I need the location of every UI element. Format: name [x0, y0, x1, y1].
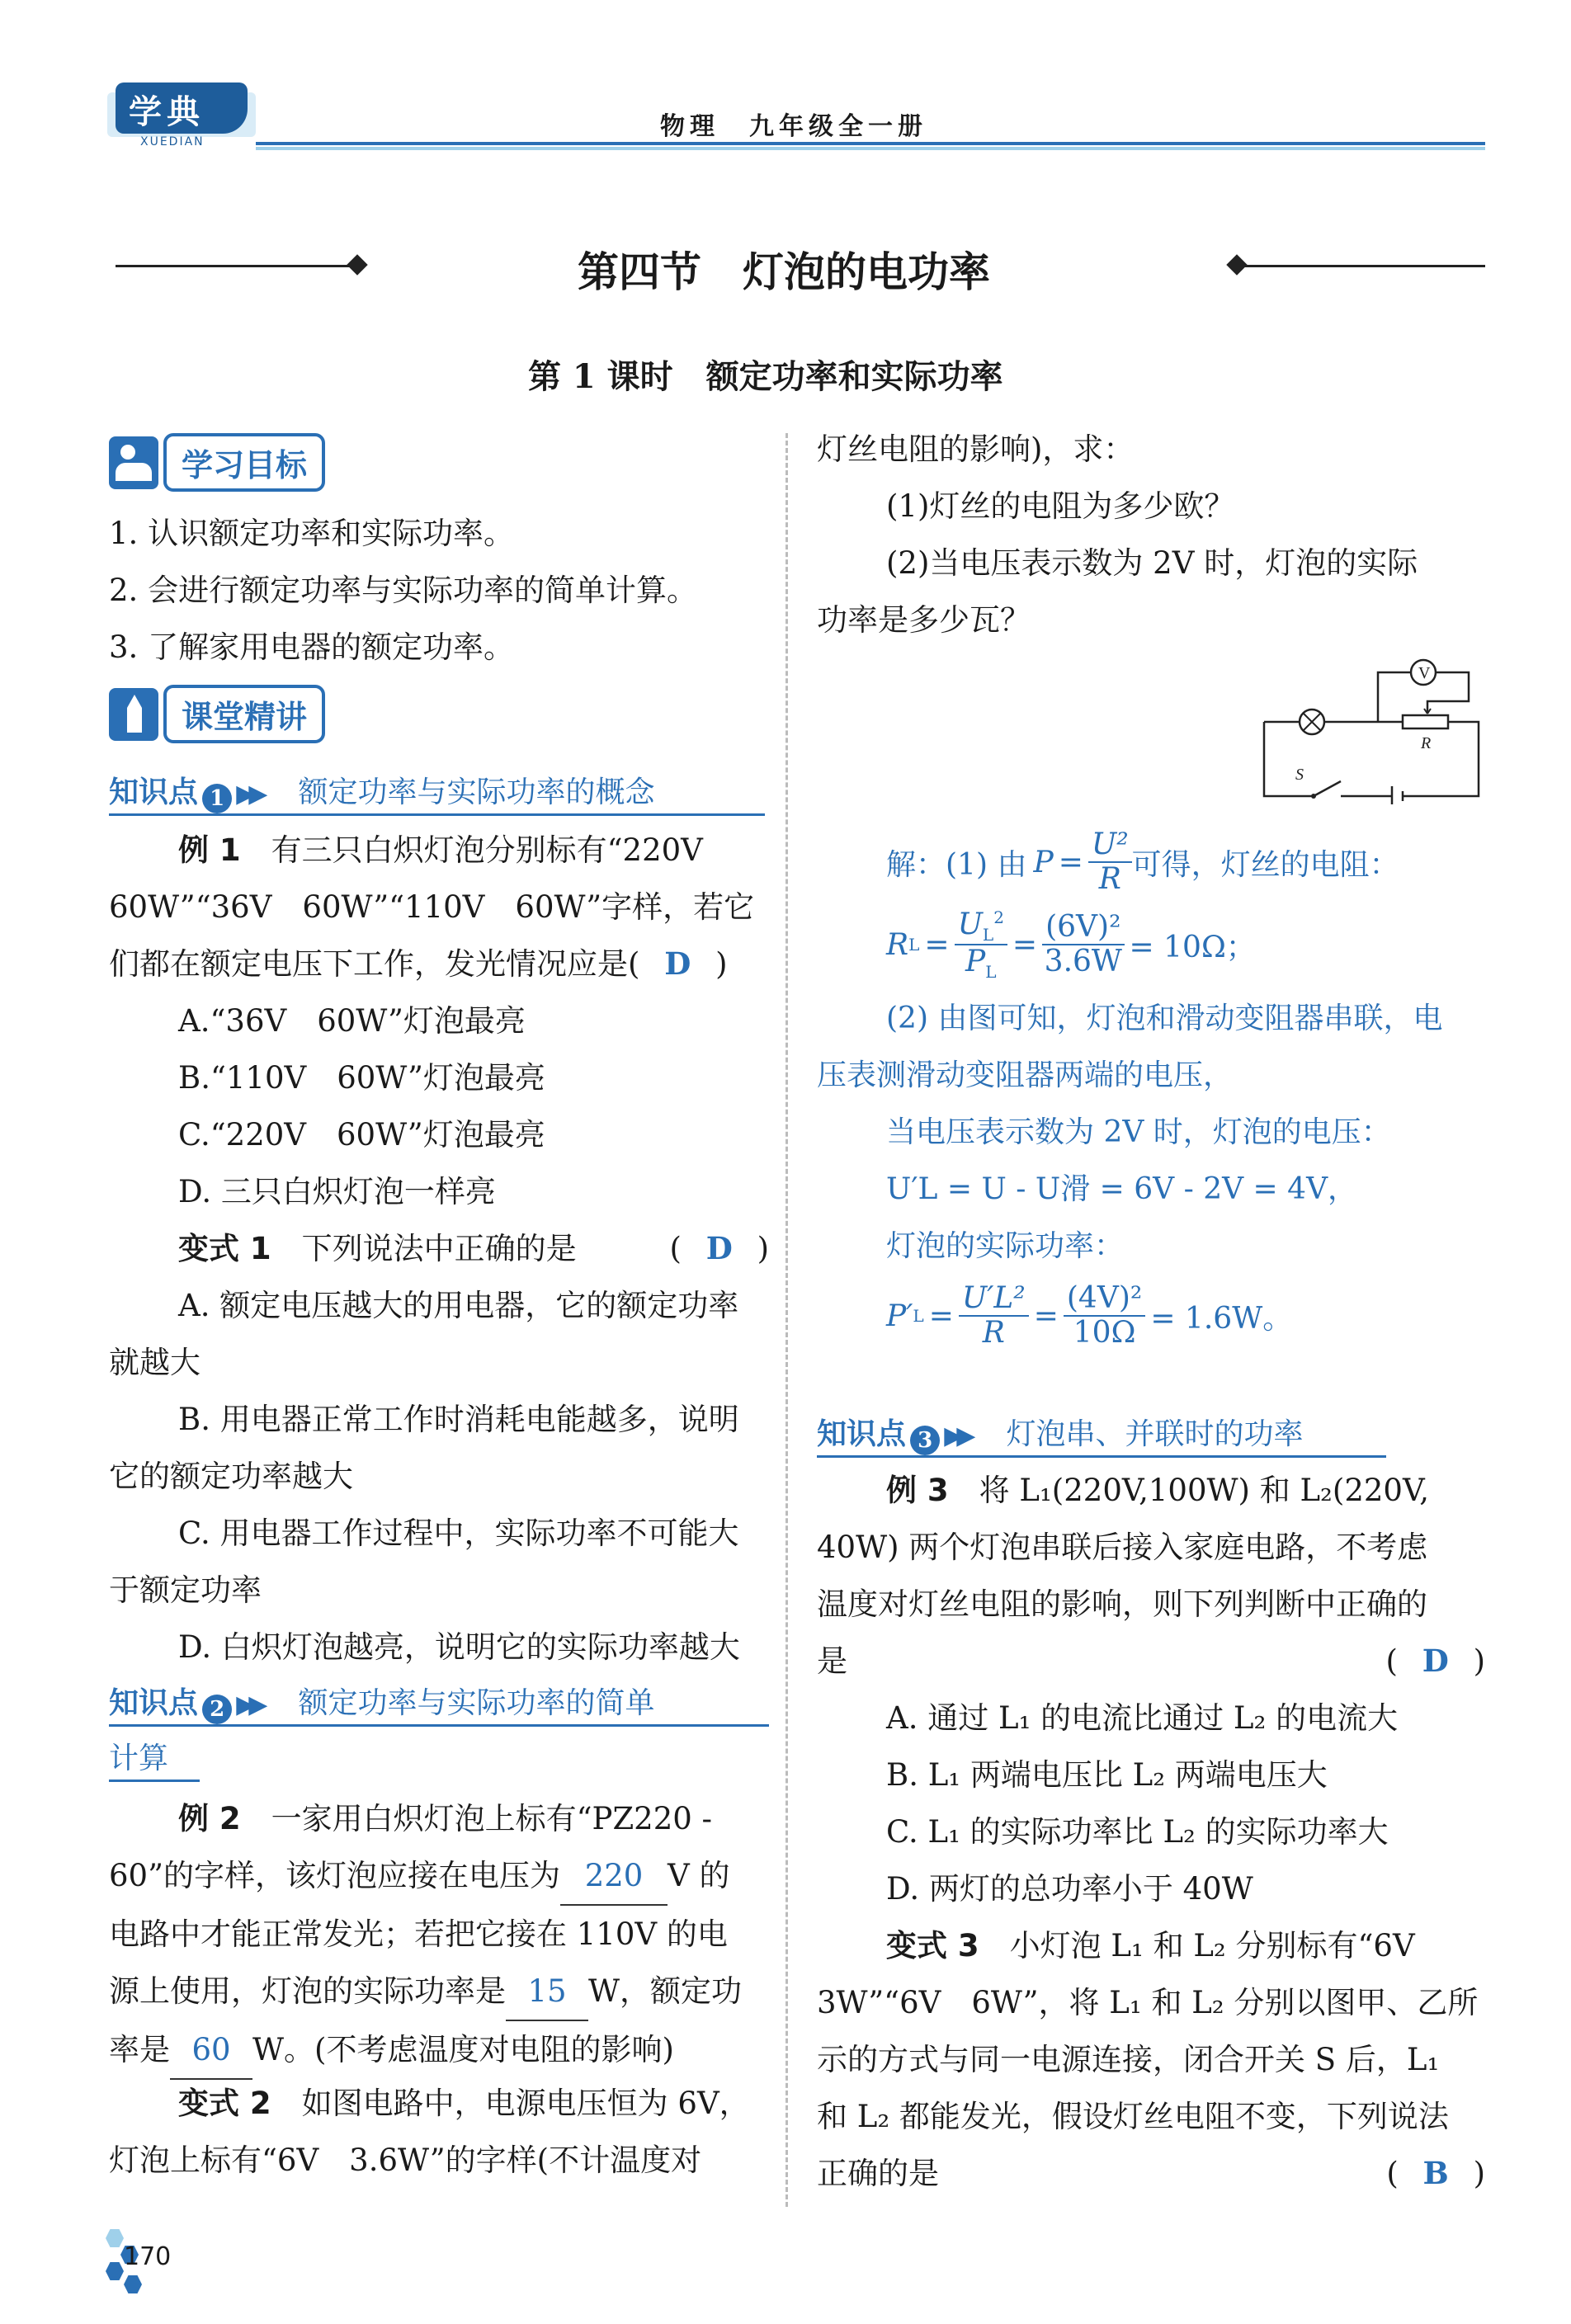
title-rule-right — [1238, 265, 1485, 267]
sol-plp-sub: L — [913, 1306, 924, 1326]
ex3-option-c: C. L₁ 的实际功率比 L₂ 的实际功率大 — [886, 1814, 1389, 1850]
sol-tail1: 可得，灯丝的电阻： — [1131, 847, 1399, 882]
switch-symbol — [1295, 766, 1316, 799]
solution: 解：(1) 由 P = $\frac{\text{U²}}{R}$ 可得，灯丝的电阻： R L = $\frac{U_L^2}{P_L}$ = $\frac{\text{(6V)²}}{3.6W}$ = 10Ω； (2) 由图可知，灯泡和滑动变阻器串联，电 压表测滑动变阻器两端的电压， 当电压表示数为 2V 时，灯泡的电压： U′L = U - U滑 = 6V - 2V = 4V， 灯泡的实际功率： P′ L = $\frac{\text{U′L²}}{R}$ = $\frac{\text{(4V)²}}{10\Omega}$ = 1.6W。 — [817, 825, 1485, 1357]
var2-q1: (1)灯丝的电阻为多少欧？ — [886, 488, 1235, 524]
example-1 — [109, 822, 769, 1220]
var2-line3: 灯丝电阻的影响)，求： — [817, 431, 1135, 467]
var3-open: ( — [1386, 2156, 1399, 2191]
ex1-option-c: C.“220V 60W”灯泡最亮 — [178, 1117, 545, 1153]
var3-tag: 变式 3 — [886, 1928, 979, 1963]
example-3 — [817, 1462, 1485, 1917]
ex1-answer: D — [664, 945, 691, 982]
sol-eq: = — [1058, 845, 1083, 879]
ex2-line4a: 源上使用，灯泡的实际功率是 — [109, 1973, 506, 2009]
sol-formula-fraction — [1088, 828, 1132, 895]
var2-q2a: (2)当电压表示数为 2V 时，灯泡的实际 — [886, 545, 1418, 581]
header-rule — [256, 142, 1485, 145]
classroom-title: 课堂精讲 — [163, 685, 325, 743]
sol-plp: P′ — [886, 1299, 913, 1333]
var1-open: ( — [669, 1231, 682, 1266]
rheostat-symbol — [1403, 709, 1448, 752]
ex1-line1: 有三只白炽灯泡分别标有“220V — [271, 832, 703, 868]
ex3-line1: 将 L₁(220V,100W) 和 L₂(220V, — [979, 1473, 1429, 1508]
variant-2 — [109, 2075, 769, 2189]
sol-pl: P — [965, 945, 986, 978]
variant-1 — [109, 1220, 769, 1676]
ex1-option-a: A.“36V 60W”灯泡最亮 — [178, 1003, 526, 1039]
sol-den1: 3.6W — [1044, 945, 1122, 978]
section-title: 第四节 灯泡的电功率 — [578, 247, 990, 296]
var3-line3: 示的方式与同一电源连接，闭合开关 S 后，L₁ — [817, 2042, 1440, 2077]
sol-pl-sub: L — [985, 962, 997, 983]
var1-stem: 下列说法中正确的是 — [301, 1231, 577, 1266]
double-arrow-icon: ▶▶ — [236, 780, 262, 808]
var2-tag: 变式 2 — [178, 2086, 271, 2121]
variant-3 — [817, 1917, 1485, 2202]
battery-symbol — [1392, 786, 1403, 804]
sol-lead: 解：(1) 由 — [886, 847, 1027, 882]
ex3-line2: 40W) 两个灯泡串联后接入家庭电路，不考虑 — [817, 1530, 1428, 1565]
voltmeter-label: V — [1418, 664, 1431, 682]
sol-r: R — [1098, 862, 1121, 896]
sol-p2e: 灯泡的实际功率： — [886, 1229, 1125, 1263]
column-divider — [786, 433, 788, 2207]
ex3-tag: 例 3 — [886, 1473, 949, 1508]
ex1-line2: 60W”“36V 60W”“110V 60W”字样，若它 — [109, 889, 755, 925]
logo-text: 学典 — [129, 92, 205, 131]
ex1-tag: 例 1 — [178, 832, 241, 868]
learning-goals-title: 学习目标 — [163, 433, 325, 492]
var1-line-4: 它的额定功率越大 — [109, 1459, 353, 1494]
sol-p2c: 当电压表示数为 2V 时，灯泡的电压： — [886, 1115, 1391, 1149]
ex2-line4b: W，额定功 — [588, 1973, 743, 2009]
sol-fraction-4 — [1064, 1282, 1145, 1349]
sol-fraction-2 — [1042, 911, 1124, 978]
kp2-number: 2 — [202, 1695, 232, 1724]
ex3-answer: D — [1422, 1643, 1449, 1679]
lesson-title: 第 1 课时 额定功率和实际功率 — [528, 357, 1003, 396]
ex2-line2a: 60”的字样，该灯泡应接在电压为 — [109, 1858, 560, 1893]
goal-2: 2. 会进行额定功率与实际功率的简单计算。 — [109, 573, 698, 608]
var3-line1: 小灯泡 L₁ 和 L₂ 分别标有“6V — [1009, 1928, 1415, 1963]
ex2-line1: 一家用白炽灯泡上标有“PZ220 - — [271, 1801, 713, 1836]
ex1-close: ) — [715, 946, 728, 982]
var2-line2: 灯泡上标有“6V 3.6W”的字样(不计温度对 — [109, 2143, 702, 2178]
double-arrow-icon: ▶▶ — [944, 1421, 969, 1450]
kp2-title: 额定功率与实际功率的简单 — [298, 1686, 655, 1720]
title-diamond-left — [347, 254, 367, 275]
var2-q2b: 功率是多少瓦？ — [817, 602, 1031, 638]
sol-symbol-p: P — [1033, 845, 1054, 879]
goal-3: 3. 了解家用电器的额定功率。 — [109, 629, 515, 665]
kp3-label: 知识点 — [817, 1417, 907, 1451]
var1-answer: D — [705, 1230, 733, 1266]
var3-close: ) — [1473, 2156, 1485, 2191]
knowledge-point-1 — [109, 769, 765, 816]
ex3-option-a: A. 通过 L₁ 的电流比通过 L₂ 的电流大 — [886, 1700, 1399, 1736]
rheostat-label: R — [1421, 734, 1432, 752]
sol-u2: U² — [1088, 828, 1132, 863]
sol-num2b: (4V)² — [1064, 1282, 1145, 1317]
logo-subtext: XUEDIAN — [140, 135, 205, 148]
ex1-option-b: B.“110V 60W”灯泡最亮 — [178, 1060, 545, 1096]
sol-p2a: (2) 由图可知，灯泡和滑动变阻器串联，电 — [886, 1002, 1443, 1035]
header-rule-light — [256, 147, 1485, 150]
ex2-line3: 电路中才能正常发光；若把它接在 110V 的电 — [109, 1916, 728, 1952]
ex2-tag: 例 2 — [178, 1801, 241, 1836]
sol-p2b: 压表测滑动变阻器两端的电压， — [817, 1058, 1234, 1092]
sol-p2d: U′L = U - U滑 = 6V - 2V = 4V， — [886, 1172, 1358, 1206]
sol-rl-sub: L — [908, 935, 920, 955]
sol-ul-sup: 2 — [993, 907, 1004, 927]
var3-line2: 3W”“6V 6W”，将 L₁ 和 L₂ 分别以图甲、乙所 — [817, 1985, 1479, 2020]
ex2-line2b: V 的 — [668, 1858, 730, 1893]
ex2-line5b: W。(不考虑温度对电阻的影响) — [252, 2032, 674, 2067]
sol-den2b: 10Ω — [1073, 1316, 1136, 1350]
classroom-box — [109, 685, 325, 743]
learning-goals-box — [109, 433, 325, 492]
sol-num1: (6V)² — [1042, 911, 1124, 945]
lamp-symbol — [1300, 709, 1324, 734]
kp3-number: 3 — [910, 1426, 940, 1455]
kp1-title: 额定功率与实际功率的概念 — [298, 775, 655, 809]
ex3-close: ) — [1473, 1643, 1485, 1679]
ex3-line3: 温度对灯丝电阻的影响，则下列判断中正确的 — [817, 1586, 1427, 1622]
var1-line-3: B. 用电器正常工作时消耗电能越多，说明 — [178, 1402, 739, 1437]
var3-line5: 正确的是 — [817, 2156, 939, 2191]
ex3-option-d: D. 两灯的总功率小于 40W — [886, 1871, 1253, 1907]
circuit-diagram — [1262, 656, 1485, 804]
var1-line-1: A. 额定电压越大的用电器，它的额定功率 — [178, 1288, 739, 1323]
var1-close: ) — [757, 1231, 769, 1266]
ex2-blank-rated-power: 60 — [170, 2021, 252, 2080]
kp1-number: 1 — [202, 784, 232, 813]
voltmeter-symbol — [1411, 660, 1436, 685]
student-icon — [109, 436, 158, 489]
ex3-open: ( — [1385, 1643, 1398, 1679]
var1-line-2: 就越大 — [109, 1345, 201, 1380]
var1-tag: 变式 1 — [178, 1231, 271, 1266]
header-logo — [107, 82, 256, 148]
sol-res1: = 10Ω； — [1129, 930, 1256, 964]
kp2-label: 知识点 — [109, 1686, 199, 1720]
sol-ul-sub: L — [982, 925, 994, 945]
example-2 — [109, 1790, 769, 2080]
var1-line-7: D. 白炽灯泡越亮，说明它的实际功率越大 — [178, 1629, 740, 1665]
ex2-blank-actual-power: 15 — [506, 1963, 588, 2021]
ex3-option-b: B. L₁ 两端电压比 L₂ 两端电压大 — [886, 1757, 1328, 1793]
title-rule-left — [116, 265, 355, 267]
kp2-title-2: 计算 — [109, 1742, 169, 1775]
knowledge-point-3 — [817, 1411, 1386, 1458]
kp3-title: 灯泡串、并联时的功率 — [1006, 1417, 1304, 1451]
page-number: 170 — [124, 2242, 172, 2271]
sol-den2a: R — [982, 1316, 1005, 1350]
ex2-line5a: 率是 — [109, 2032, 170, 2067]
kp1-label: 知识点 — [109, 775, 199, 809]
var2-line1: 如图电路中，电源电压恒为 6V， — [301, 2086, 750, 2121]
ex1-line3: 们都在额定电压下工作，发光情况应是( — [109, 946, 640, 982]
double-arrow-icon: ▶▶ — [236, 1690, 262, 1719]
ex2-blank-voltage: 220 — [560, 1847, 668, 1906]
var3-answer: B — [1422, 2155, 1449, 2191]
sol-num2a: U′L² — [959, 1282, 1029, 1317]
ex1-option-d: D. 三只白炽灯泡一样亮 — [178, 1174, 496, 1209]
variant-2-cont — [817, 421, 1485, 648]
sol-fraction-3 — [959, 1282, 1029, 1349]
ex3-line4: 是 — [817, 1643, 847, 1679]
sol-ul: U — [957, 907, 983, 941]
sol-fraction-1 — [955, 908, 1007, 981]
switch-label: S — [1295, 766, 1304, 784]
var1-line-6: 于额定功率 — [109, 1572, 262, 1608]
sol-rl: R — [886, 927, 909, 962]
knowledge-point-2 — [109, 1680, 769, 1782]
var1-line-5: C. 用电器工作过程中，实际功率不可能大 — [178, 1516, 739, 1551]
book-title: 物理 九年级全一册 — [660, 112, 927, 141]
pencil-icon — [109, 688, 158, 741]
var3-line4: 和 L₂ 都能发光，假设灯丝电阻不变，下列说法 — [817, 2099, 1449, 2134]
sol-res2: = 1.6W。 — [1150, 1301, 1293, 1336]
goal-1: 1. 认识额定功率和实际功率。 — [109, 516, 515, 551]
